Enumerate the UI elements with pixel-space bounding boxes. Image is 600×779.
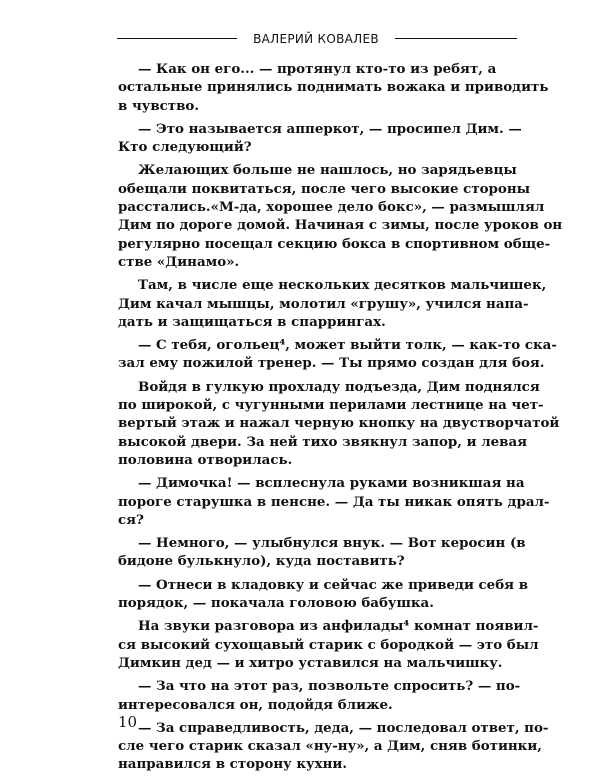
text-line: сле чего старик сказал «ну-ну», а Дим, сняв ботинки, (118, 738, 542, 755)
text-line: высокой двери. За ней тихо звякнул запор, и левая (118, 433, 528, 450)
paragraph (118, 474, 550, 529)
paragraph (118, 378, 560, 469)
text-line: — Отнеси в кладовку и сейчас же приведи себя в (138, 576, 528, 593)
text-line: расстались.«М-да, хорошее дело бокс», — размышлял (118, 199, 545, 216)
paragraph (118, 120, 522, 157)
text-line: — С тебя, огольец⁴, может выйти толк, — как-то ска- (138, 337, 557, 354)
page-number: 10 (118, 713, 138, 731)
text-line: порядок, — покачала головою бабушка. (118, 595, 434, 612)
text-line: дать и защищаться в спаррингах. (118, 313, 386, 330)
text-line: половина отворилась. (118, 451, 293, 468)
text-line: пороге старушка в пенсне. — Да ты никак опять драл- (118, 493, 550, 510)
text-line: обещали поквитаться, после чего высокие стороны (118, 180, 531, 197)
header-rule-right (395, 38, 517, 39)
text-line: в чувство. (118, 97, 199, 114)
paragraph (118, 336, 557, 373)
text-line: Дим по дороге домой. Начиная с зимы, после уроков он (118, 217, 563, 234)
paragraph (118, 677, 521, 714)
paragraph (118, 534, 526, 571)
paragraph (118, 617, 539, 672)
running-header (0, 29, 600, 49)
text-line: регулярно посещал секцию бокса в спортивном обще- (118, 235, 551, 252)
body-text (118, 60, 563, 779)
text-line: — За справедливость, деда, — последовал ответ, по- (138, 719, 549, 736)
text-line: — Это называется апперкот, — просипел Дим. — (138, 120, 522, 137)
text-line: по широкой, с чугунными перилами лестнице на чет- (118, 397, 544, 414)
text-line: — За что на этот раз, позвольте спросить? — по- (138, 678, 521, 695)
text-line: интересовался он, подойдя ближе. (118, 696, 393, 713)
text-line: — Как он его... — протянул кто-то из ребят, а (138, 61, 497, 77)
text-line: Желающих больше не нашлось, но зарядьевцы (138, 162, 517, 179)
text-line: — Немного, — улыбнулся внук. — Вот керосин (в (138, 535, 526, 552)
header-rule-left (117, 38, 237, 39)
text-line: вертый этаж и нажал черную кнопку на двустворчатой (118, 415, 560, 432)
text-line: зал ему пожилой тренер. — Ты прямо создан для боя. (118, 355, 545, 372)
text-line: Войдя в гулкую прохладу подъезда, Дим поднялся (138, 378, 540, 395)
text-line: остальные принялись поднимать вожака и приводить (118, 79, 549, 96)
header-title: ВАЛЕРИЙ КОВАЛЕВ (253, 32, 379, 46)
text-line: Дим качал мышцы, молотил «грушу», учился напа- (118, 295, 529, 312)
text-line: — Димочка! — всплеснула руками возникшая на (138, 475, 525, 492)
text-line: Там, в числе еще нескольких десятков мальчишек, (138, 277, 547, 294)
text-line: ся высокий сухощавый старик с бородкой — это был (118, 636, 539, 653)
paragraph (118, 276, 547, 331)
text-line: бидоне булькнуло), куда поставить? (118, 553, 405, 570)
text-line: ся? (118, 511, 144, 528)
text-line: направился в сторону кухни. (118, 756, 348, 773)
text-line: Кто следующий? (118, 139, 252, 156)
text-line: стве «Динамо». (118, 253, 240, 270)
text-line: На звуки разговора из анфилады⁴ комнат появил- (138, 618, 539, 635)
paragraph (118, 60, 549, 115)
paragraph (118, 719, 549, 774)
text-line: Димкин дед — и хитро уставился на мальчишку. (118, 654, 503, 671)
paragraph (118, 576, 528, 613)
paragraph (118, 161, 563, 271)
